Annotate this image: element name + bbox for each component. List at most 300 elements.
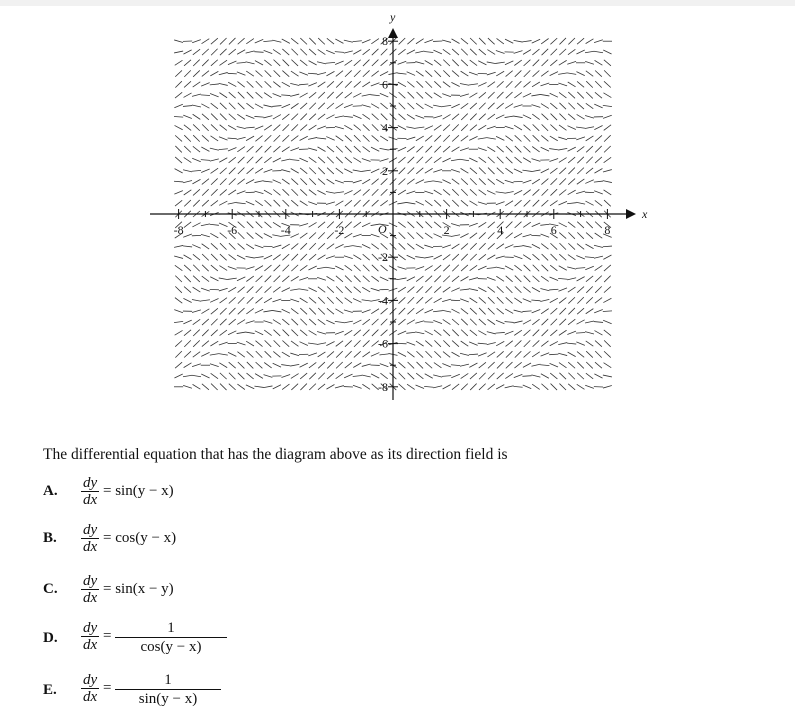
slope-segment bbox=[210, 159, 219, 161]
option-letter: D. bbox=[43, 630, 58, 646]
slope-segment bbox=[460, 84, 469, 86]
slope-segment bbox=[415, 115, 424, 118]
slope-segment bbox=[576, 191, 585, 193]
slope-segment bbox=[408, 297, 415, 304]
slope-segment bbox=[309, 168, 316, 174]
slope-segment bbox=[488, 308, 495, 314]
slope-segment bbox=[229, 373, 236, 380]
slope-segment bbox=[460, 148, 469, 151]
slope-segment bbox=[407, 384, 415, 389]
slope-segment bbox=[532, 39, 540, 43]
slope-segment bbox=[174, 104, 182, 108]
slope-segment bbox=[291, 200, 298, 206]
slope-segment bbox=[318, 92, 325, 98]
slope-segment bbox=[219, 72, 228, 74]
slope-segment bbox=[317, 267, 326, 269]
slope-segment bbox=[505, 192, 514, 194]
slope-segment bbox=[327, 373, 334, 379]
slope-segment bbox=[416, 81, 423, 87]
slope-segment bbox=[470, 384, 477, 391]
slope-segment bbox=[184, 340, 191, 347]
slope-segment bbox=[371, 83, 380, 86]
slope-segment bbox=[415, 266, 424, 269]
slope-segment bbox=[470, 298, 478, 303]
slope-segment bbox=[505, 39, 513, 43]
slope-segment bbox=[299, 289, 308, 291]
slope-segment bbox=[434, 70, 441, 76]
slope-segment bbox=[568, 168, 575, 175]
slope-segment bbox=[604, 200, 611, 206]
slope-segment bbox=[532, 159, 541, 162]
slope-segment bbox=[371, 71, 378, 77]
slope-segment bbox=[380, 71, 388, 75]
slope-segment bbox=[372, 179, 379, 185]
slope-segment bbox=[309, 114, 316, 120]
slope-segment bbox=[603, 115, 612, 118]
slope-segment bbox=[263, 116, 272, 118]
slope-segment bbox=[220, 233, 227, 239]
slope-segment bbox=[183, 375, 192, 377]
slope-segment bbox=[273, 158, 281, 162]
slope-segment bbox=[363, 60, 370, 66]
slope-segment bbox=[229, 178, 236, 184]
slope-segment bbox=[470, 114, 477, 121]
slope-segment bbox=[300, 243, 307, 249]
slope-segment bbox=[326, 71, 334, 75]
slope-segment bbox=[246, 39, 254, 44]
slope-segment bbox=[264, 363, 271, 368]
slope-segment bbox=[354, 340, 361, 347]
slope-segment bbox=[479, 178, 486, 184]
slope-segment bbox=[246, 276, 253, 281]
x-tick-label: 8 bbox=[604, 223, 611, 237]
slope-segment bbox=[291, 38, 298, 44]
slope-segment bbox=[460, 234, 468, 238]
slope-segment bbox=[559, 298, 566, 304]
slope-segment bbox=[451, 288, 459, 292]
slope-segment bbox=[372, 200, 379, 206]
slope-segment bbox=[595, 222, 602, 228]
slope-segment bbox=[417, 222, 424, 229]
slope-segment bbox=[353, 298, 361, 302]
slope-segment bbox=[433, 105, 442, 107]
slope-segment bbox=[363, 49, 370, 55]
slope-segment bbox=[434, 255, 442, 259]
slope-segment bbox=[220, 49, 227, 55]
slope-segment bbox=[229, 297, 236, 303]
slope-segment bbox=[470, 319, 477, 325]
slope-segment bbox=[291, 308, 298, 313]
slope-segment bbox=[541, 384, 548, 390]
slope-segment bbox=[273, 82, 280, 88]
slope-segment bbox=[211, 168, 219, 173]
slope-segment bbox=[247, 232, 254, 238]
slope-segment bbox=[479, 168, 486, 174]
slope-segment bbox=[470, 265, 478, 270]
slope-segment bbox=[193, 265, 200, 271]
slope-segment bbox=[371, 288, 380, 291]
slope-segment bbox=[524, 70, 531, 77]
slope-segment bbox=[272, 106, 281, 107]
slope-segment bbox=[274, 200, 281, 206]
slope-segment bbox=[345, 362, 352, 368]
slope-segment bbox=[531, 375, 540, 377]
slope-segment bbox=[255, 168, 263, 173]
slope-segment bbox=[238, 297, 245, 304]
slope-segment bbox=[532, 223, 540, 227]
slope-segment bbox=[433, 320, 442, 323]
slope-segment bbox=[496, 50, 505, 53]
slope-segment bbox=[469, 84, 478, 85]
slope-segment bbox=[469, 278, 478, 280]
slope-segment bbox=[595, 70, 602, 76]
slope-segment bbox=[371, 169, 379, 173]
slope-segment bbox=[461, 168, 469, 173]
x-tick-label: 6 bbox=[550, 223, 557, 237]
slope-segment bbox=[363, 319, 370, 325]
slope-segment bbox=[309, 49, 316, 55]
slope-segment bbox=[193, 319, 200, 324]
slope-segment bbox=[559, 168, 566, 174]
slope-segment bbox=[406, 191, 415, 194]
slope-segment bbox=[488, 114, 495, 119]
slope-segment bbox=[576, 137, 585, 140]
slope-segment bbox=[515, 340, 522, 346]
slope-segment bbox=[531, 170, 540, 172]
slope-segment bbox=[193, 330, 200, 336]
slope-segment bbox=[336, 146, 343, 152]
slope-segment bbox=[255, 201, 263, 206]
slope-segment bbox=[353, 41, 362, 42]
slope-segment bbox=[291, 330, 298, 336]
slope-segment bbox=[380, 373, 387, 379]
slope-segment bbox=[300, 254, 307, 260]
slope-segment bbox=[425, 104, 433, 108]
slope-segment bbox=[559, 158, 567, 163]
slope-segment bbox=[550, 60, 557, 66]
slope-segment bbox=[274, 70, 281, 76]
slope-segment bbox=[514, 60, 521, 65]
slope-segment bbox=[568, 255, 576, 260]
slope-segment bbox=[568, 319, 575, 325]
slope-segment bbox=[442, 376, 451, 377]
slope-segment bbox=[344, 104, 353, 107]
slope-segment bbox=[550, 330, 557, 336]
slope-segment bbox=[219, 93, 227, 98]
slope-segment bbox=[478, 125, 486, 130]
slope-segment bbox=[469, 354, 478, 355]
slope-segment bbox=[274, 276, 281, 282]
slope-segment bbox=[433, 234, 441, 238]
slope-segment bbox=[470, 330, 477, 336]
slope-segment bbox=[237, 62, 246, 63]
slope-segment bbox=[238, 287, 245, 293]
slope-segment bbox=[210, 233, 218, 238]
slope-segment bbox=[461, 319, 468, 325]
slope-segment bbox=[549, 289, 558, 290]
slope-segment bbox=[452, 200, 459, 206]
slope-segment bbox=[595, 362, 602, 368]
slope-segment bbox=[335, 39, 343, 43]
option-letter: C. bbox=[43, 581, 58, 597]
slope-segment bbox=[515, 276, 522, 282]
slope-segment bbox=[568, 373, 575, 380]
slope-segment bbox=[184, 125, 191, 131]
slope-segment bbox=[363, 200, 370, 207]
slope-segment bbox=[193, 189, 200, 195]
slope-segment bbox=[533, 265, 540, 272]
slope-segment bbox=[291, 71, 299, 76]
slope-segment bbox=[282, 114, 289, 120]
slope-segment bbox=[210, 224, 219, 225]
slope-segment bbox=[425, 126, 433, 130]
slope-segment bbox=[595, 265, 603, 270]
slope-segment bbox=[184, 146, 191, 152]
slope-segment bbox=[532, 147, 539, 152]
slope-segment bbox=[408, 92, 415, 98]
slope-segment bbox=[603, 181, 612, 183]
slope-segment bbox=[335, 266, 343, 270]
slope-segment bbox=[372, 114, 379, 120]
slope-segment bbox=[256, 362, 263, 368]
slope-segment bbox=[416, 233, 423, 239]
slope-segment bbox=[425, 331, 433, 335]
slope-segment bbox=[255, 39, 263, 43]
slope-segment bbox=[229, 319, 236, 325]
slope-segment bbox=[229, 254, 236, 260]
slope-segment bbox=[399, 178, 406, 184]
slope-segment bbox=[433, 181, 442, 183]
slope-segment bbox=[193, 82, 201, 87]
slope-segment bbox=[363, 276, 370, 282]
slope-segment bbox=[282, 82, 290, 86]
slope-segment bbox=[282, 104, 291, 108]
slope-segment bbox=[524, 265, 531, 271]
slope-segment bbox=[577, 232, 584, 238]
slope-segment bbox=[174, 117, 183, 118]
slope-segment bbox=[568, 157, 575, 163]
slope-segment bbox=[291, 254, 298, 261]
slope-segment bbox=[282, 71, 289, 77]
slope-segment bbox=[487, 277, 496, 280]
slope-segment bbox=[255, 309, 263, 313]
slope-segment bbox=[256, 92, 263, 98]
slope-segment bbox=[506, 297, 513, 303]
slope-segment bbox=[577, 362, 584, 368]
slope-segment bbox=[318, 384, 325, 390]
slope-segment bbox=[497, 373, 504, 379]
slope-segment bbox=[193, 146, 200, 152]
slope-segment bbox=[425, 276, 432, 282]
slope-segment bbox=[255, 297, 262, 303]
slope-segment bbox=[487, 343, 496, 345]
slope-segment bbox=[461, 103, 468, 108]
slope-segment bbox=[211, 114, 218, 120]
slope-segment bbox=[193, 340, 200, 346]
slope-segment bbox=[577, 168, 584, 174]
slope-segment bbox=[452, 114, 459, 120]
slope-segment bbox=[362, 364, 371, 366]
slope-segment bbox=[256, 157, 263, 163]
slope-segment bbox=[201, 309, 209, 314]
slope-segment bbox=[318, 352, 326, 357]
slope-segment bbox=[452, 71, 459, 77]
slope-segment bbox=[416, 136, 424, 141]
slope-segment bbox=[300, 168, 307, 174]
slope-segment bbox=[542, 254, 549, 260]
slope-segment bbox=[273, 222, 281, 227]
slope-segment bbox=[497, 81, 504, 87]
slope-segment bbox=[452, 254, 459, 260]
slope-segment bbox=[210, 341, 218, 346]
slope-segment bbox=[488, 373, 495, 379]
slope-segment bbox=[237, 203, 246, 204]
slope-segment bbox=[505, 61, 513, 65]
slope-segment bbox=[478, 266, 486, 270]
slope-segment bbox=[381, 114, 388, 120]
slope-segment bbox=[246, 385, 254, 389]
slope-segment bbox=[541, 341, 548, 347]
slope-segment bbox=[381, 319, 388, 326]
slope-segment bbox=[381, 189, 388, 195]
slope-segment bbox=[353, 255, 361, 260]
slope-segment bbox=[576, 268, 585, 269]
slope-segment bbox=[282, 147, 290, 152]
slope-segment bbox=[291, 234, 299, 238]
slope-segment bbox=[327, 103, 334, 109]
slope-segment bbox=[309, 330, 317, 335]
slope-segment bbox=[496, 385, 504, 389]
slope-segment bbox=[559, 266, 567, 270]
slope-segment bbox=[326, 137, 334, 141]
slope-segment bbox=[211, 124, 218, 130]
slope-segment bbox=[256, 71, 263, 77]
y-tick-label: 2 bbox=[382, 163, 388, 178]
slope-segment bbox=[496, 62, 505, 63]
slope-segment bbox=[326, 385, 334, 390]
slope-segment bbox=[514, 105, 523, 108]
slope-segment bbox=[318, 362, 325, 368]
slope-segment bbox=[299, 223, 308, 226]
slope-segment bbox=[220, 38, 227, 44]
slope-segment bbox=[363, 70, 370, 76]
slope-segment bbox=[327, 179, 335, 184]
slope-segment bbox=[327, 244, 334, 249]
slope-segment bbox=[407, 222, 414, 228]
slope-segment bbox=[398, 331, 406, 335]
slope-segment bbox=[193, 254, 200, 260]
slope-segment bbox=[265, 81, 272, 87]
derivative-fraction bbox=[81, 573, 99, 607]
slope-segment bbox=[408, 373, 415, 379]
slope-segment bbox=[345, 265, 352, 270]
slope-segment bbox=[488, 82, 495, 87]
slope-segment bbox=[175, 200, 182, 206]
slope-segment bbox=[201, 300, 210, 301]
slope-segment bbox=[577, 287, 584, 293]
derivative-fraction bbox=[81, 620, 99, 654]
slope-segment bbox=[380, 364, 389, 367]
slope-segment bbox=[335, 309, 343, 314]
y-axis-arrow-icon bbox=[388, 28, 398, 38]
slope-segment bbox=[451, 365, 460, 366]
slope-segment bbox=[416, 341, 424, 346]
slope-segment bbox=[345, 298, 352, 303]
slope-segment bbox=[425, 351, 432, 358]
slope-segment bbox=[576, 127, 585, 128]
slope-segment bbox=[192, 179, 200, 183]
slope-segment bbox=[594, 181, 603, 182]
slope-segment bbox=[344, 310, 353, 313]
slope-segment bbox=[406, 137, 415, 140]
slope-segment bbox=[595, 276, 602, 282]
slope-segment bbox=[290, 364, 299, 366]
slope-segment bbox=[336, 341, 343, 347]
slope-segment bbox=[443, 254, 450, 260]
slope-segment bbox=[452, 352, 460, 356]
slope-segment bbox=[604, 60, 611, 66]
slope-segment bbox=[469, 289, 478, 291]
slope-segment bbox=[505, 136, 512, 141]
slope-segment bbox=[273, 320, 281, 325]
slope-segment bbox=[273, 49, 281, 54]
slope-segment bbox=[434, 287, 441, 293]
slope-segment bbox=[327, 362, 334, 369]
slope-segment bbox=[542, 60, 549, 66]
slope-segment bbox=[399, 232, 406, 238]
slope-segment bbox=[380, 93, 388, 97]
slope-segment bbox=[327, 81, 334, 87]
slope-segment bbox=[524, 330, 531, 336]
slope-segment bbox=[559, 223, 567, 227]
slope-segment bbox=[434, 298, 442, 303]
slope-segment bbox=[604, 340, 611, 346]
slope-segment bbox=[273, 330, 280, 336]
slope-segment bbox=[506, 233, 513, 239]
slope-segment bbox=[246, 256, 255, 258]
slope-segment bbox=[300, 103, 307, 109]
slope-segment bbox=[372, 124, 379, 131]
slope-segment bbox=[496, 202, 505, 205]
slope-segment bbox=[514, 374, 523, 377]
slope-segment bbox=[202, 254, 209, 260]
slope-segment bbox=[577, 81, 584, 87]
slope-segment bbox=[335, 331, 344, 334]
slope-segment bbox=[604, 81, 611, 87]
slope-segment bbox=[479, 49, 486, 55]
slope-segment bbox=[425, 71, 432, 77]
slope-segment bbox=[381, 308, 388, 314]
slope-segment bbox=[416, 385, 425, 389]
slope-segment bbox=[523, 190, 530, 196]
slope-segment bbox=[282, 254, 289, 260]
slope-segment bbox=[353, 170, 362, 172]
slope-segment bbox=[255, 61, 263, 65]
slope-segment bbox=[541, 147, 549, 151]
slope-segment bbox=[246, 62, 255, 64]
slope-segment bbox=[470, 373, 477, 379]
slope-segment bbox=[595, 286, 602, 292]
slope-segment bbox=[550, 373, 557, 379]
slope-segment bbox=[558, 148, 567, 150]
slope-segment bbox=[515, 286, 522, 292]
slope-segment bbox=[273, 180, 281, 184]
slope-segment bbox=[469, 158, 477, 162]
slope-segment bbox=[184, 81, 191, 87]
slope-segment bbox=[192, 364, 201, 367]
slope-segment bbox=[497, 297, 504, 303]
slope-segment bbox=[594, 104, 602, 108]
